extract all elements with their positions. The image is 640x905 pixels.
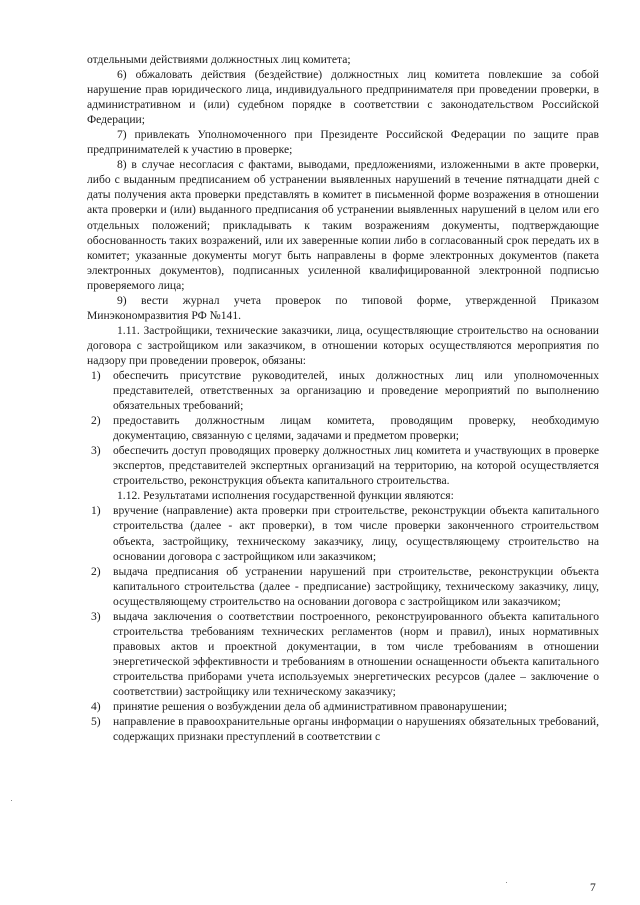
list-item xyxy=(87,699,599,714)
list-item xyxy=(87,609,599,699)
list-item-text: направление в правоохранительные органы информации о нарушениях обязательных требований, содержащих признаки преступлений в соответствии с xyxy=(113,715,599,744)
list-item-text: обеспечить присутствие руководителей, иных должностных лиц или уполномоченных представителей, ответственных за организацию и проведение мероприятий по выполнению обязательных требований; xyxy=(113,368,599,413)
page-number: 7 xyxy=(590,881,596,894)
right-item-6: 6) обжаловать действия (бездействие) должностных лиц комитета повлекшие за собой нарушение прав юридического лица, индивидуального предпринимателя при проведении проверки, в административном и (или) судебном порядке в соответствии с законодательством Российской Федерации; xyxy=(87,68,599,127)
list-item xyxy=(87,714,599,744)
list-item-number: 3) xyxy=(91,444,101,458)
list-item xyxy=(87,564,599,609)
document-body xyxy=(87,52,599,744)
list-item-number: 1) xyxy=(91,368,101,382)
right-item-9: 9) вести журнал учета проверок по типовой форме, утвержденной Приказом Минэкономразвития РФ №141. xyxy=(87,293,599,322)
list-item-text: принятие решения о возбуждении дела об административном правонарушении; xyxy=(113,700,508,714)
right-item-8: 8) в случае несогласия с фактами, выводами, предложениями, изложенными в акте проверки, либо с выданным предписанием об устранении выявленных нарушений в течение пятнадцати дней с даты получения акта проверки представлять в комитет в письменной форме возражения в отношении акта проверки и (или) выданного предписания об устранении выявленных нарушений в целом или его отдельных положений; прикладывать к таким возражениям документы, подтверждающие обоснованность таких возражений, или их заверенные копии либо в согласованный срок передать их в комитет; указанные документы могут быть направлены в форме электронных документов (пакета электронных документов), подписанных усиленной квалифицированной электронной подписью проверяемого лица; xyxy=(87,158,599,292)
right-item-7: 7) привлекать Уполномоченного при Президенте Российской Федерации по защите прав предпринимателей к участию в проверке; xyxy=(87,128,599,157)
list-item-number: 2) xyxy=(91,564,101,578)
list-item-number: 4) xyxy=(91,700,101,714)
section-1-11-heading: 1.11. Застройщики, технические заказчики, лица, осуществляющие строительство на основании договора с застройщиком или заказчиком, в отношении которых осуществляются мероприятия по надзору при проведении проверок, обязаны: xyxy=(87,323,599,367)
list-item-number: 3) xyxy=(91,609,101,623)
section-1-12-heading: 1.12. Результатами исполнения государственной функции являются: xyxy=(117,489,454,503)
intro-line: отдельными действиями должностных лиц комитета; xyxy=(87,53,351,66)
list-item-number: 1) xyxy=(91,504,101,518)
list-item xyxy=(87,413,599,443)
list-item-text: обеспечить доступ проводящих проверку должностных лиц комитета и участвующих в проверке экспертов, представителей экспертных организаций на территорию, на которой осуществляется строительство, реконструкция объекта капитального строительства. xyxy=(113,444,599,488)
scan-speck xyxy=(506,882,507,883)
list-item xyxy=(87,368,599,413)
list-item-number: 2) xyxy=(91,414,101,428)
list-item xyxy=(87,443,599,488)
list-item-text: выдача предписания об устранении нарушений при строительстве, реконструкции объекта капитального строительства (далее - предписание) застройщику, техническому заказчику, лицу, осуществляющему строительство на основании договора с застройщиком или заказчиком; xyxy=(113,564,599,608)
list-item-text: выдача заключения о соответствии построенного, реконструированного объекта капитального строительства требованиям технических регламентов (норм и правил), иных нормативных правовых актов и проектной документации, в том числе требованиям в отношении энергетической эффективности и требованиям в отношении оснащенности объекта капитального строительства приборами учета используемых энергетических ресурсов (далее – заключение о соответствии) застройщику или техническому заказчику; xyxy=(113,609,599,698)
list-item-text: вручение (направление) акта проверки при строительстве, реконструкции объекта капитального строительства (далее - акт проверки), в том числе проверки законченного строительством объекта, застройщику, техническому заказчику, лицу, осуществляющему строительство на основании договора с застройщиком или заказчиком; xyxy=(113,504,599,563)
list-item-text: предоставить должностным лицам комитета, проводящим проверку, необходимую документацию, связанную с целями, задачами и предметом проверки; xyxy=(113,414,599,443)
scan-speck xyxy=(11,800,12,801)
list-item-number: 5) xyxy=(91,715,101,729)
list-item xyxy=(87,503,599,563)
